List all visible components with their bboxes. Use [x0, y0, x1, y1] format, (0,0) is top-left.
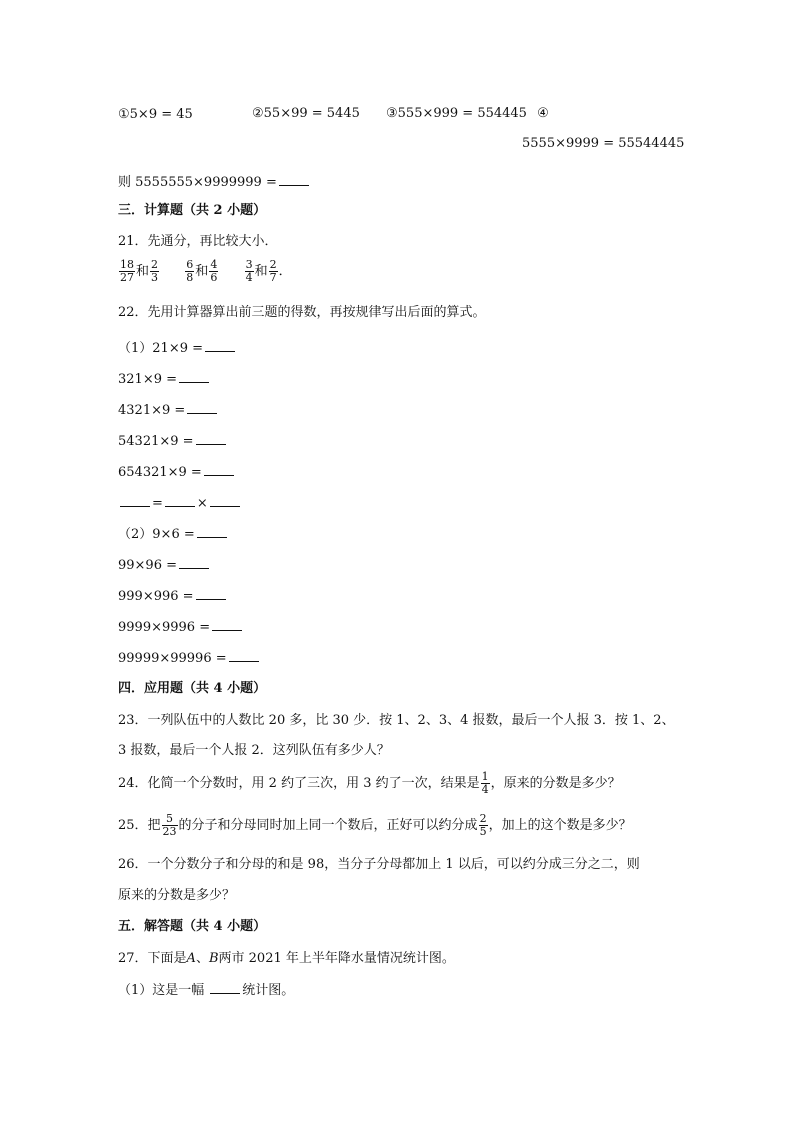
equation: 9999×9996 =: [118, 620, 211, 635]
period: ．: [278, 264, 292, 279]
fraction: $\frac{6}{8}$: [186, 258, 194, 284]
answer-blank[interactable]: [196, 587, 226, 600]
pattern-item-2-wrap: [252, 106, 360, 121]
section-5-title: 五．解答题（共 4 小题）: [118, 919, 267, 934]
equation: 4321×9 =: [118, 403, 186, 418]
part-label: （1）: [118, 341, 153, 356]
city-b: B: [208, 951, 219, 966]
section-3-title: 三．计算题（共 2 小题）: [118, 203, 267, 218]
q25-text: 25．把: [118, 818, 161, 833]
equation: 9×6 =: [152, 527, 195, 542]
q27-part1-text-end: 统计图。: [242, 983, 295, 998]
q23-line-1: 23．一列队伍中的人数比 20 多，比 30 少．按 1、2、3、4 报数，最后一个人报 3．按 1、2、: [118, 713, 675, 728]
pattern-item-3-mark: ③: [386, 106, 398, 121]
q27-text-end: 两市 2021 年上半年降水量情况统计图。: [218, 951, 455, 966]
q22-part1-row: [118, 401, 219, 420]
answer-blank[interactable]: [205, 339, 235, 352]
answer-blank[interactable]: [212, 618, 242, 631]
q22-part1-last-row: [118, 494, 242, 513]
pattern-item-3-wrap: [386, 106, 549, 121]
equation: 99999×99996 =: [118, 651, 227, 666]
q26-line-1: 26．一个分数分子和分母的和是 98，当分子分母都加上 1 以后，可以约分成三分之二，则: [118, 857, 640, 872]
q22-part2-row: [118, 587, 228, 606]
fraction: $\frac{2}{7}$: [269, 258, 277, 284]
q27-part1-text: （1）这是一幅: [118, 983, 205, 998]
pattern-item-2-mark: ②: [252, 106, 264, 121]
join-word: 和: [254, 264, 268, 279]
pattern-conclusion-line: [118, 173, 311, 192]
join-word: 和: [136, 264, 150, 279]
fraction: $\frac{2}{5}$: [479, 812, 487, 838]
answer-blank[interactable]: [120, 494, 150, 507]
fraction: $\frac{1}{4}$: [481, 770, 489, 796]
answer-blank[interactable]: [229, 649, 259, 662]
q22-part2-row: [118, 525, 229, 544]
answer-blank[interactable]: [204, 463, 234, 476]
q27-text: 27．下面是: [118, 951, 187, 966]
answer-blank[interactable]: [187, 401, 217, 414]
q21-fractions: [118, 258, 292, 286]
fraction: $\frac{18}{27}$: [120, 258, 134, 284]
equation: 99×96 =: [118, 558, 178, 573]
q22-part1-row: [118, 432, 228, 451]
q22-text: 22．先用计算器算出前三题的得数，再按规律写出后面的算式。: [118, 305, 486, 320]
fraction: $\frac{4}{6}$: [210, 258, 218, 284]
answer-blank[interactable]: [179, 556, 209, 569]
pattern-item-4: 5555×9999 = 55544445: [522, 136, 685, 151]
city-a: A: [186, 951, 196, 966]
q21-text: 21．先通分，再比较大小．: [118, 234, 278, 249]
q24-text-end: ，原来的分数是多少？: [490, 776, 621, 791]
q23-line-2: 3 报数，最后一个人报 2．这列队伍有多少人？: [118, 743, 390, 758]
q27-part1: [118, 981, 294, 1000]
section-4-title: 四．应用题（共 4 小题）: [118, 681, 267, 696]
q22-part1-row: [118, 463, 236, 482]
pattern-item-1-mark: ①: [118, 107, 130, 122]
answer-blank[interactable]: [279, 173, 309, 186]
equals-sign: =: [152, 496, 163, 511]
q22-part1-row: [118, 370, 211, 389]
q22-part2-row: [118, 618, 244, 637]
answer-blank[interactable]: [196, 432, 226, 445]
answer-blank[interactable]: [210, 494, 240, 507]
q26-line-2: 原来的分数是多少？: [118, 888, 236, 903]
fraction: $\frac{2}{3}$: [151, 258, 159, 284]
equation: 21×9 =: [152, 341, 204, 356]
q24-text: 24．化简一个分数时，用 2 约了三次，用 3 约了一次，结果是: [118, 776, 480, 791]
pattern-item-4-mark: ④: [537, 106, 549, 121]
answer-blank[interactable]: [165, 494, 195, 507]
q22-part1-row: [118, 339, 237, 358]
answer-blank[interactable]: [197, 525, 227, 538]
pattern-item-2: 55×99 = 5445: [263, 106, 360, 121]
pattern-item-1: 5×9 = 45: [129, 107, 193, 122]
q24: [118, 770, 621, 798]
part-label: （2）: [118, 527, 153, 542]
fraction: $\frac{5}{23}$: [162, 812, 177, 838]
q22-part2-row: [118, 649, 261, 668]
separator: 、: [195, 951, 209, 966]
answer-blank[interactable]: [210, 981, 240, 994]
answer-blank[interactable]: [179, 370, 209, 383]
pattern-conclusion: 则 5555555×9999999 =: [118, 175, 277, 190]
equation: 321×9 =: [118, 372, 178, 387]
fraction: $\frac{3}{4}$: [245, 258, 253, 284]
q25-text-end: ，加上的这个数是多少？: [488, 818, 632, 833]
pattern-item-3: 555×999 = 554445: [397, 106, 527, 121]
equation: 54321×9 =: [118, 434, 194, 449]
join-word: 和: [195, 264, 209, 279]
q22-part2-row: [118, 556, 211, 575]
q25-text-mid: 的分子和分母同时加上同一个数后，正好可以约分成: [178, 818, 478, 833]
q25: [118, 812, 632, 840]
equation: 999×996 =: [118, 589, 194, 604]
pattern-row: [118, 106, 193, 124]
equation: 654321×9 =: [118, 465, 202, 480]
q27: [118, 950, 455, 968]
times-sign: ×: [196, 496, 208, 511]
